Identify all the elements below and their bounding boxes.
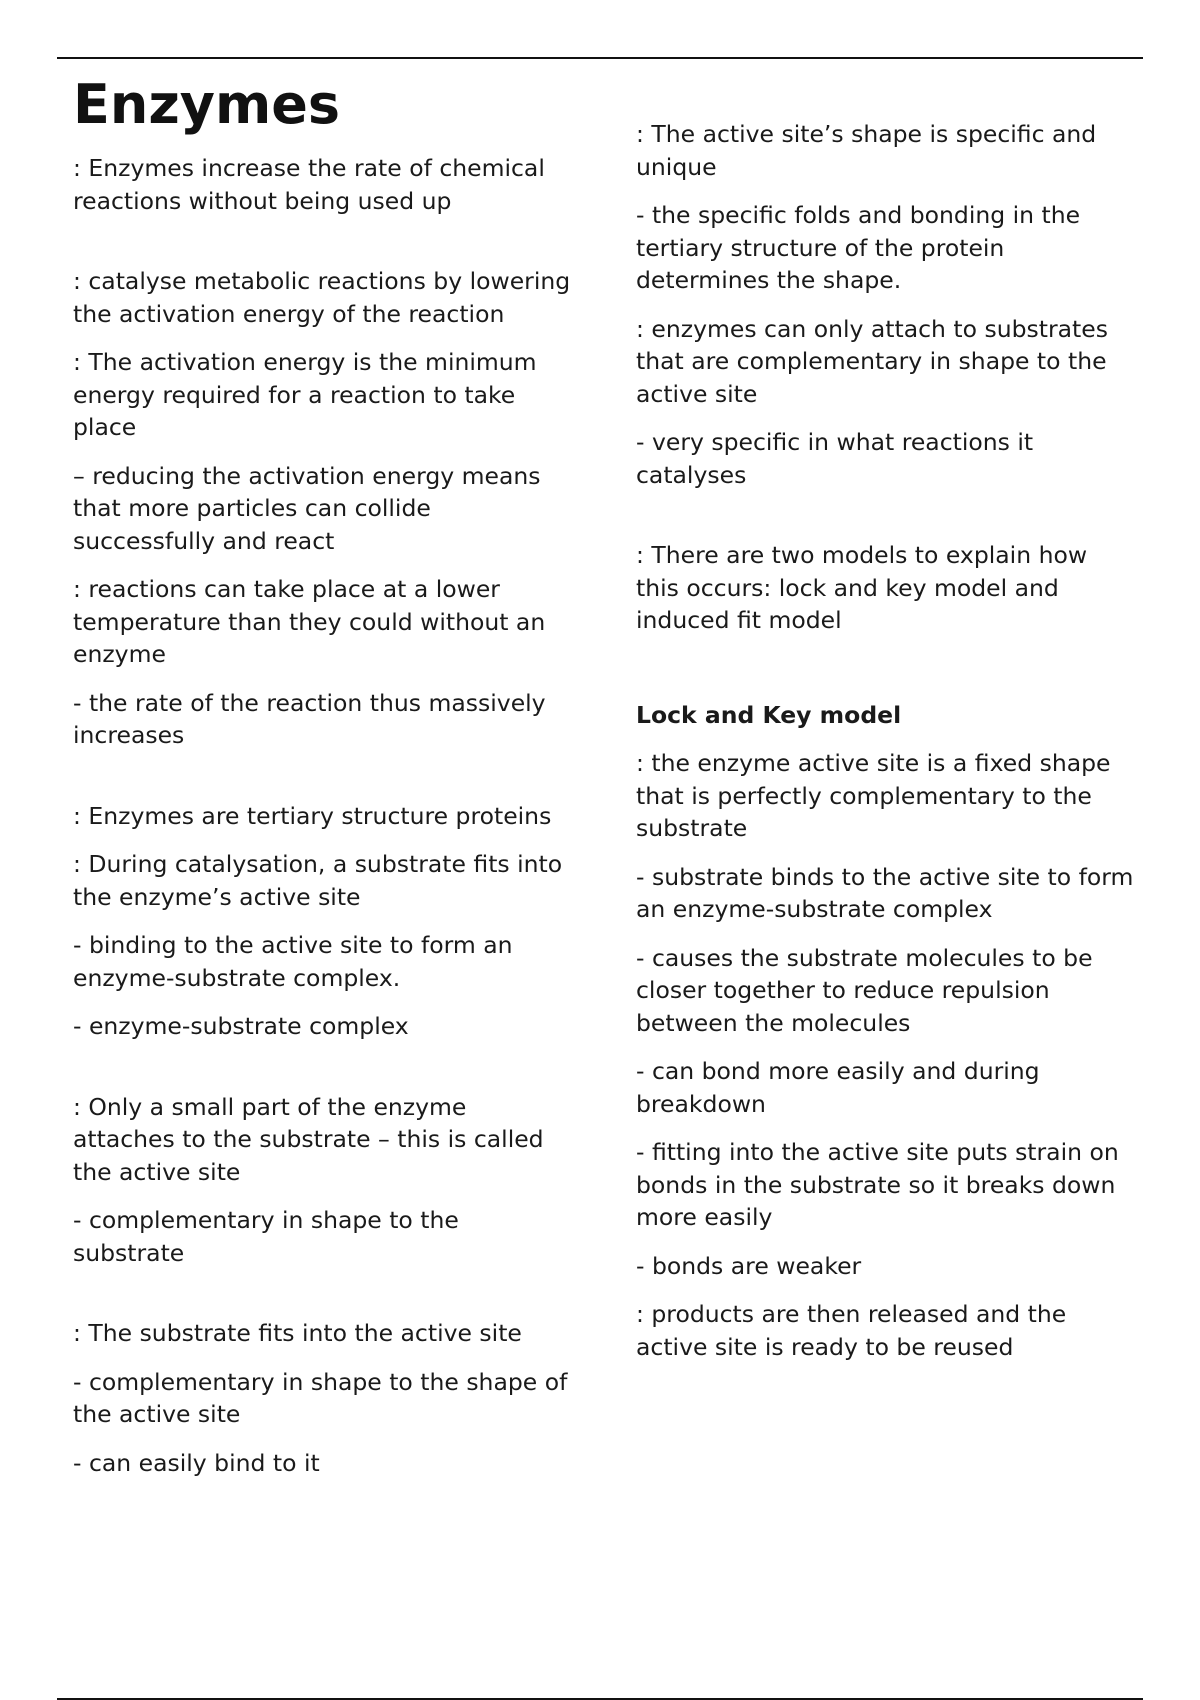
note-line: - can bond more easily and during breakdown xyxy=(636,1057,1040,1118)
top-rule xyxy=(57,57,1143,59)
note-line: : During catalysation, a substrate fits into the enzyme’s active site xyxy=(73,850,563,911)
note-line: : the enzyme active site is a fixed shape that is perfectly complementary to the substrate xyxy=(636,749,1111,842)
note-line: : The substrate fits into the active site xyxy=(73,1319,522,1347)
note-line: : Only a small part of the enzyme attaches to the substrate – this is called the active site xyxy=(73,1092,544,1186)
note-line: - very specific in what reactions it catalyses xyxy=(636,428,1034,489)
note-line: - fitting into the active site puts strain on bonds in the substrate so it breaks down more easily xyxy=(636,1138,1119,1231)
note-line: - the specific folds and bonding in the tertiary structure of the protein determines the shape. xyxy=(636,201,1081,294)
note-line: : products are then released and the active site is ready to be reused xyxy=(636,1300,1067,1361)
note-line: : catalyse metabolic reactions by lowering the activation energy of the reaction xyxy=(73,267,571,328)
page-title: Enzymes xyxy=(73,73,340,136)
note-line: : The activation energy is the minimum energy required for a reaction to take place xyxy=(73,348,537,441)
left-column xyxy=(73,70,573,1495)
note-line: - enzyme-substrate complex xyxy=(73,1012,409,1040)
note-line: : Enzymes increase the rate of chemical reactions without being used up xyxy=(73,154,545,215)
note-line: - binding to the active site to form an enzyme-substrate complex. xyxy=(73,931,513,992)
note-line: : enzymes can only attach to substrates that are complementary in shape to the active site xyxy=(636,314,1108,408)
note-line: - the rate of the reaction thus massively increases xyxy=(73,688,546,749)
note-line: – reducing the activation energy means that more particles can collide successfully and react xyxy=(73,461,541,555)
note-line: : Enzymes are tertiary structure proteins xyxy=(73,801,552,830)
right-column xyxy=(636,118,1136,1379)
note-line: - substrate binds to the active site to form an enzyme-substrate complex xyxy=(636,862,1134,923)
note-line: : There are two models to explain how this occurs: lock and key model and induced fit model xyxy=(636,541,1088,634)
note-line: - causes the substrate molecules to be closer together to reduce repulsion between the molecules xyxy=(636,943,1093,1037)
section-heading: Lock and Key model xyxy=(636,700,902,729)
note-line: : The active site’s shape is specific and unique xyxy=(636,120,1097,181)
note-line: - can easily bind to it xyxy=(73,1448,320,1477)
note-line: - bonds are weaker xyxy=(636,1251,862,1280)
note-line: - complementary in shape to the shape of the active site xyxy=(73,1367,568,1428)
note-line: : reactions can take place at a lower temperature than they could without an enzyme xyxy=(73,575,546,668)
note-line: - complementary in shape to the substrate xyxy=(73,1206,459,1267)
